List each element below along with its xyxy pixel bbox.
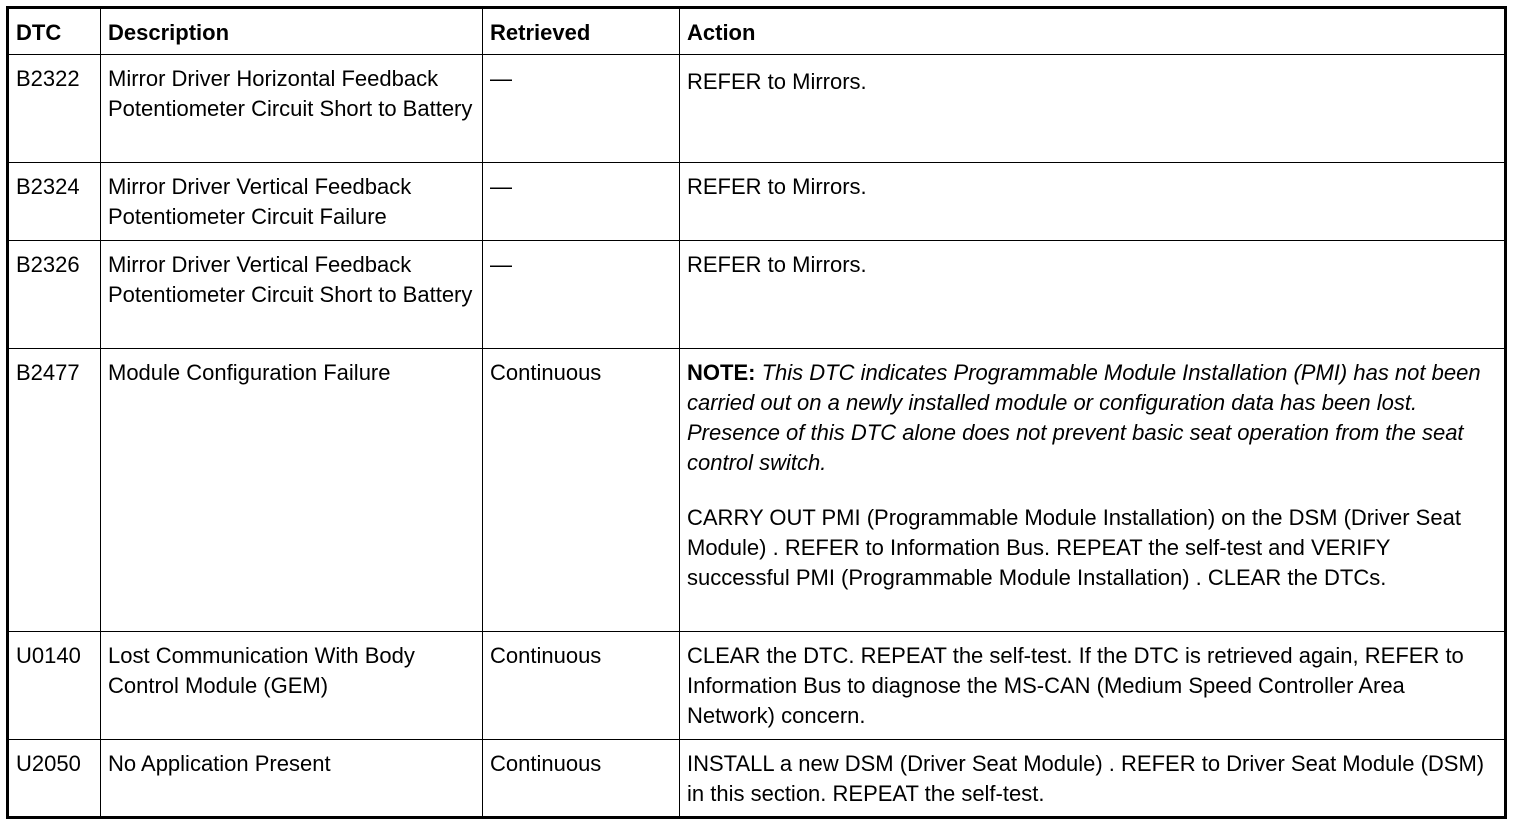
description-cell: Lost Communication With Body Control Module (GEM) — [101, 632, 483, 740]
table-body — [8, 55, 1506, 818]
header-description: Description — [101, 8, 483, 55]
description-cell: Mirror Driver Vertical Feedback Potentiometer Circuit Failure — [101, 163, 483, 241]
dtc-code-cell: B2324 — [8, 163, 101, 241]
table-row — [8, 632, 1506, 740]
action-cell: REFER to Mirrors. — [680, 163, 1506, 241]
note-label: NOTE: — [687, 360, 756, 385]
header-action: Action — [680, 8, 1506, 55]
retrieved-cell: — — [483, 241, 680, 349]
table-row — [8, 55, 1506, 163]
action-cell: INSTALL a new DSM (Driver Seat Module) . REFER to Driver Seat Module (DSM) in this section. REPEAT the self-test. — [680, 740, 1506, 818]
action-cell: CLEAR the DTC. REPEAT the self-test. If the DTC is retrieved again, REFER to Information Bus to diagnose the MS-CAN (Medium Speed Controller Area Network) concern. — [680, 632, 1506, 740]
dtc-code-cell: B2477 — [8, 349, 101, 632]
table-header — [8, 8, 1506, 55]
dtc-code-cell: U0140 — [8, 632, 101, 740]
description-cell: Mirror Driver Horizontal Feedback Potentiometer Circuit Short to Battery — [101, 55, 483, 163]
header-retrieved: Retrieved — [483, 8, 680, 55]
note-text: This DTC indicates Programmable Module Installation (PMI) has not been carried out on a newly installed module or configuration data has been lost. Presence of this DTC alone does not prevent basic seat operation from the seat control switch. — [687, 360, 1481, 475]
header-dtc: DTC — [8, 8, 101, 55]
description-cell: Module Configuration Failure — [101, 349, 483, 632]
table-row — [8, 241, 1506, 349]
table-row — [8, 163, 1506, 241]
retrieved-cell: — — [483, 163, 680, 241]
action-cell — [680, 349, 1506, 632]
dtc-table — [6, 6, 1507, 819]
header-row — [8, 8, 1506, 55]
note-paragraph — [687, 358, 1497, 478]
retrieved-cell: Continuous — [483, 632, 680, 740]
retrieved-cell: Continuous — [483, 740, 680, 818]
action-paragraph: CARRY OUT PMI (Programmable Module Installation) on the DSM (Driver Seat Module) . REFER to Information Bus. REPEAT the self-test and VERIFY successful PMI (Programmable Module Installation) . CLEAR the DTCs. — [687, 505, 1461, 590]
dtc-code-cell: B2322 — [8, 55, 101, 163]
action-cell: REFER to Mirrors. — [680, 241, 1506, 349]
table-row — [8, 740, 1506, 818]
table-row — [8, 349, 1506, 632]
description-cell: Mirror Driver Vertical Feedback Potentiometer Circuit Short to Battery — [101, 241, 483, 349]
description-cell: No Application Present — [101, 740, 483, 818]
retrieved-cell: Continuous — [483, 349, 680, 632]
dtc-code-cell: B2326 — [8, 241, 101, 349]
action-cell: REFER to Mirrors. — [680, 55, 1506, 163]
dtc-code-cell: U2050 — [8, 740, 101, 818]
retrieved-cell: — — [483, 55, 680, 163]
